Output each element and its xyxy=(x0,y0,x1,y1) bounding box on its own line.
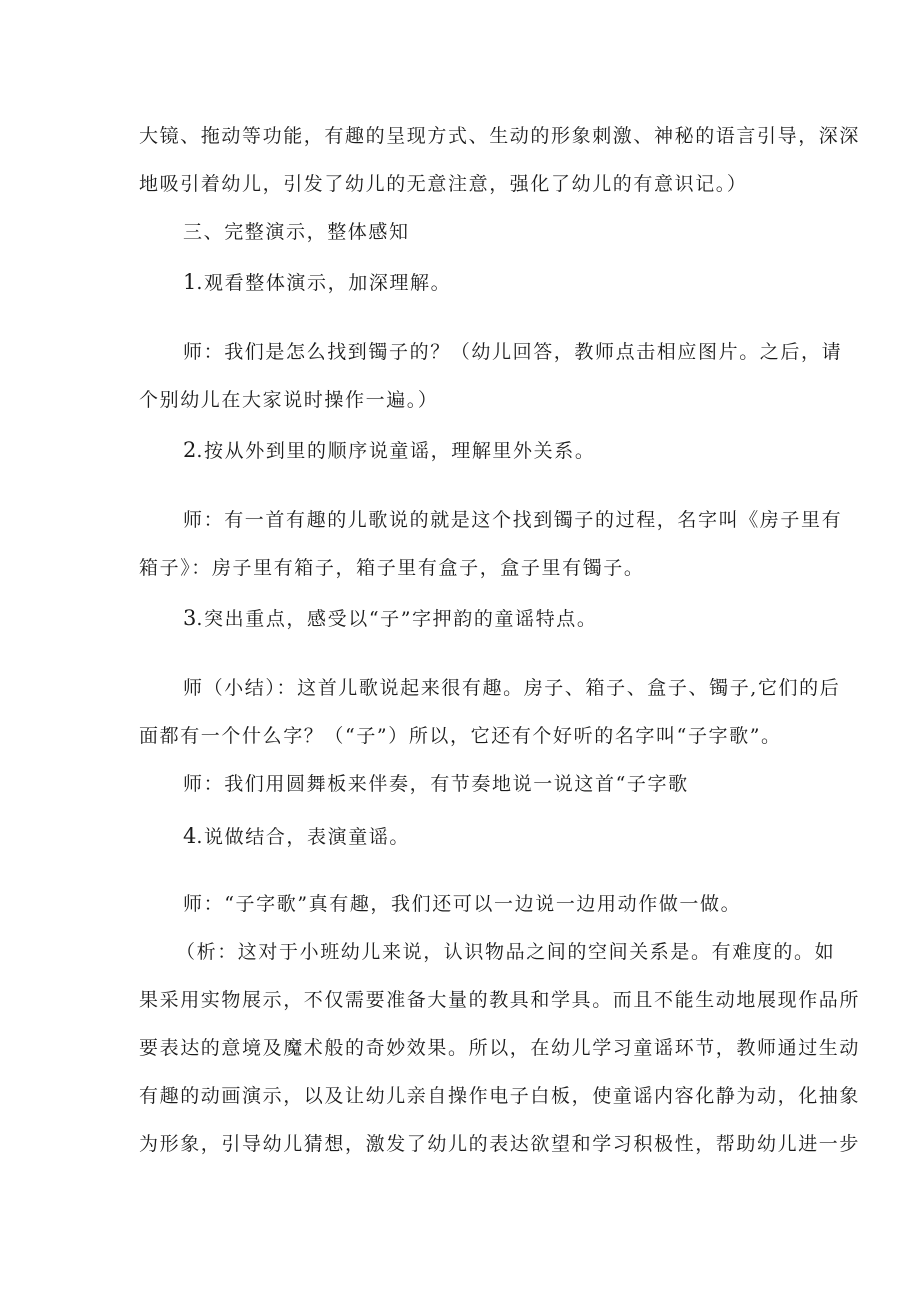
para7-line2: 果采用实物展示，不仅需要准备大量的教具和学具。而且不能生动地展现作品所 xyxy=(139,989,861,1011)
item2-number: 2 xyxy=(183,438,197,462)
para1-line1: 大镜、拖动等功能，有趣的呈现方式、生动的形象刺激、神秘的语言引导，深深 xyxy=(139,125,861,147)
para6: 师：“子字歌”真有趣，我们还可以一边说一边用动作做一做。 xyxy=(183,893,742,915)
item4 xyxy=(183,824,410,849)
item3-number: 3 xyxy=(183,606,197,630)
item3-text: .突出重点，感受以“子”字押韵的童谣特点。 xyxy=(196,608,598,630)
para5: 师：我们用圆舞板来伴奏，有节奏地说一说这首“子字歌 xyxy=(183,773,689,795)
section3-heading: 三、完整演示，整体感知 xyxy=(183,221,410,243)
para7-line1: （析：这对于小班幼儿来说，认识物品之间的空间关系是。有难度的。如 xyxy=(176,941,836,963)
para7-line4: 有趣的动画演示，以及让幼儿亲自操作电子白板，使童谣内容化静为动，化抽象 xyxy=(139,1085,861,1107)
item4-number: 4 xyxy=(183,824,197,848)
para3-line2: 箱子》：房子里有箱子，箱子里有盒子，盒子里有镯子。 xyxy=(139,557,645,579)
para4-line1: 师（小结）：这首儿歌说起来很有趣。房子、箱子、盒子、镯子,它们的后 xyxy=(183,677,841,699)
item1-number: 1 xyxy=(183,270,197,294)
item4-text: .说做结合，表演童谣。 xyxy=(196,826,411,848)
item2 xyxy=(183,438,595,463)
item2-text: .按从外到里的顺序说童谣，理解里外关系。 xyxy=(196,440,596,462)
para7-line5: 为形象，引导幼儿猜想，激发了幼儿的表达欲望和学习积极性，帮助幼儿进一步 xyxy=(139,1133,861,1155)
para2-line1: 师：我们是怎么找到镯子的？（幼儿回答，教师点击相应图片。之后，请 xyxy=(183,341,843,363)
para2-line2: 个别幼儿在大家说时操作一遍。） xyxy=(139,389,439,411)
para1-line2: 地吸引着幼儿，引发了幼儿的无意注意，强化了幼儿的有意识记。） xyxy=(139,173,748,195)
item3 xyxy=(183,606,597,631)
para3-line1: 师：有一首有趣的儿歌说的就是这个找到镯子的过程，名字叫《房子里有 xyxy=(183,509,843,531)
item1 xyxy=(183,270,451,295)
para4-line2: 面都有一个什么字？（“子”）所以，它还有个好听的名字叫“子字歌”。 xyxy=(139,725,782,747)
item1-text: .观看整体演示，加深理解。 xyxy=(196,272,452,294)
para7-line3: 要表达的意境及魔术般的奇妙效果。所以，在幼儿学习童谣环节，教师通过生动 xyxy=(139,1037,861,1059)
